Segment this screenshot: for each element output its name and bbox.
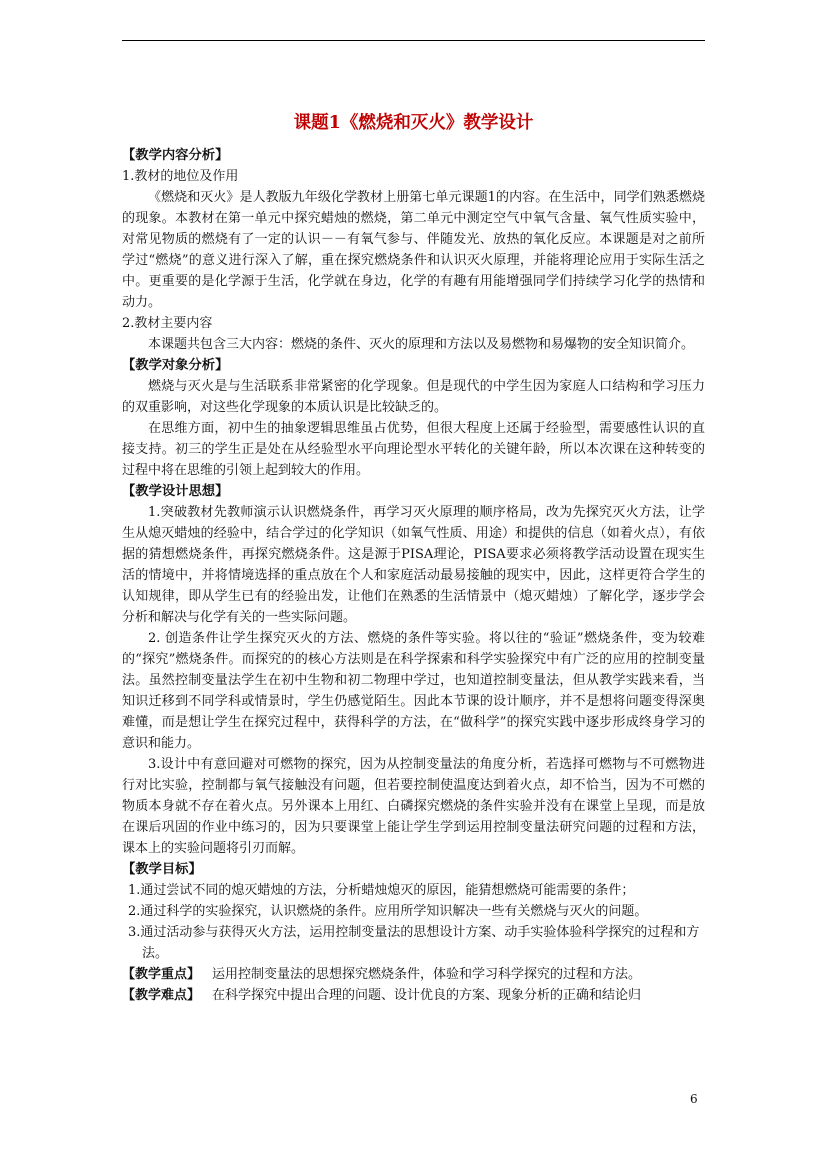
section-heading-content-analysis: 【教学内容分析】: [122, 148, 229, 163]
difficulty-heading: 【教学难点】: [122, 988, 201, 1003]
item2-title: 2.教材主要内容: [122, 316, 213, 331]
key-point-line: [122, 964, 705, 985]
item2-paragraph: 本课题共包含三大内容：燃烧的条件、灭火的原理和方法以及易燃物和易爆物的安全知识简介。: [148, 337, 695, 352]
object-paragraph-1: 燃烧与灭火是与生活联系非常紧密的化学现象。但是现代的中学生因为家庭人口结构和学习压力的双重影响，对这些化学现象的本质认识是比较缺乏的。: [122, 379, 705, 415]
item1-paragraph: 《燃烧和灭火》是人教版九年级化学教材上册第七单元课题1的内容。在生活中，同学们熟悉燃烧的现象。本教材在第一单元中探究蜡烛的燃烧，第二单元中测定空气中氧气含量、氧气性质实验中，对常见物质的燃烧有了一定的认识－－有氧气参与、伴随发光、放热的氧化反应。本课题是对之前所学过“燃烧”的意义进行深入了解，重在探究燃烧条件和认识灭火原理，并能将理论应用于实际生活之中。更重要的是化学源于生活，化学就在身边，化学的有趣有用能增强同学们持续学习化学的热情和动力。: [122, 190, 705, 310]
section-heading-goals: 【教学目标】: [122, 862, 202, 877]
key-point-heading: 【教学重点】: [122, 967, 201, 982]
difficulty-line: [122, 985, 705, 1006]
document-title: 课题1《燃烧和灭火》教学设计: [293, 113, 534, 133]
design-paragraph-1: 1.突破教材先教师演示认识燃烧条件，再学习灭火原理的顺序格局，改为先探究灭火方法，让学生从熄灭蜡烛的经验中，结合学过的化学知识（如氧气性质、用途）和提供的信息（如着火点），有依据的猜想燃烧条件，再探究燃烧条件。这是源于PISA理论，PISA要求必须将教学活动设置在现实生活的情境中，并将情境选择的重点放在个人和家庭活动最易接触的现实中，因此，这样更符合学生的认知规律，即从学生已有的经验出发，让他们在熟悉的生活情景中（熄灭蜡烛）了解化学，逐步学会分析和解决与化学有关的一些实际问题。: [122, 505, 705, 625]
goal-item-2: 2.通过科学的实验探究，认识燃烧的条件。应用所学知识解决一些有关燃烧与灭火的问题。: [128, 904, 648, 919]
header-rule: [122, 40, 705, 41]
design-paragraph-3: 3.设计中有意回避对可燃物的探究，因为从控制变量法的角度分析，若选择可燃物与不可燃物进行对比实验，控制都与氧气接触没有问题，但若要控制使温度达到着火点，却不恰当，因为不可燃的物质本身就不存在着火点。另外课本上用红、白磷探究燃烧的条件实验并没有在课堂上呈现，而是放在课后巩固的作业中练习的，因为只要课堂上能让学生学到运用控制变量法研究问题的过程和方法，课本上的实验问题将引刃而解。: [122, 757, 705, 856]
object-paragraph-2: 在思维方面，初中生的抽象逻辑思维虽占优势，但很大程度上还属于经验型，需要感性认识的直接支持。初三的学生正是处在从经验型水平向理论型水平转化的关键年龄，所以本次课在这种转变的过程中将在思维的引领上起到较大的作用。: [122, 421, 705, 478]
goal-item-3: 3.通过活动参与获得灭火方法，运用控制变量法的思想设计方案、动手实验体验科学探究的过程和方法。: [128, 925, 700, 961]
document-body: [122, 110, 705, 1006]
difficulty-text: 在科学探究中提出合理的问题、设计优良的方案、现象分析的正确和结论归: [212, 988, 642, 1003]
key-point-text: 运用控制变量法的思想探究燃烧条件，体验和学习科学探究的过程和方法。: [212, 967, 642, 982]
section-heading-design-idea: 【教学设计思想】: [122, 484, 229, 499]
design-paragraph-2: 2. 创造条件让学生探究灭火的方法、燃烧的条件等实验。将以往的“验证”燃烧条件，变为较难的“探究”燃烧条件。而探究的的核心方法则是在科学探索和科学实验探究中有广泛的应用的控制变量法。虽然控制变量法学生在初中生物和初二物理中学过，也知道控制变量法，但从教学实践来看，当知识迁移到不同学科或情景时，学生仍感觉陌生。因此本节课的设计顺序，并不是想将问题变得深奥难懂，而是想让学生在探究过程中，获得科学的方法，在“做科学”的探究实践中逐步形成终身学习的意识和能力。: [122, 631, 705, 751]
goal-item-1: 1.通过尝试不同的熄灭蜡烛的方法，分析蜡烛熄灭的原因，能猜想燃烧可能需要的条件；: [128, 883, 635, 898]
page-number: 6: [690, 1092, 698, 1106]
section-heading-object-analysis: 【教学对象分析】: [122, 358, 229, 373]
item1-title: 1.教材的地位及作用: [122, 169, 239, 184]
